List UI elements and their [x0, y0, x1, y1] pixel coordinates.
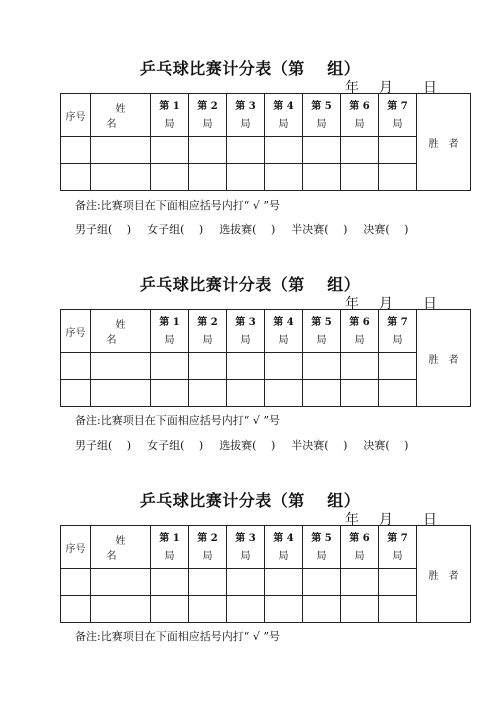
header-game-7: 第 7 局: [379, 310, 417, 353]
sheet-title: 乒乓球比赛计分表（第 组）: [139, 59, 361, 78]
cell-game[interactable]: [379, 569, 417, 596]
group-option-selection: 选拔赛( ): [219, 223, 276, 236]
group-option-selection: 选拔赛( ): [219, 439, 276, 452]
header-game-4: 第 4 局: [265, 94, 303, 137]
cell-game[interactable]: [379, 380, 417, 407]
header-game-5: 第 5 局: [303, 94, 341, 137]
cell-game[interactable]: [379, 137, 417, 164]
cell-game[interactable]: [265, 137, 303, 164]
cell-game[interactable]: [265, 353, 303, 380]
cell-game[interactable]: [189, 137, 227, 164]
header-name: 姓名: [91, 526, 151, 569]
table-row: [61, 596, 471, 623]
note-text: 备注:比赛项目在下面相应括号内打“ √ ”号: [75, 199, 280, 212]
table-row: [61, 164, 471, 191]
cell-game[interactable]: [341, 164, 379, 191]
cell-game[interactable]: [341, 596, 379, 623]
header-game-3: 第 3 局: [227, 526, 265, 569]
cell-game[interactable]: [341, 137, 379, 164]
score-table: [60, 93, 471, 191]
cell-game[interactable]: [151, 596, 189, 623]
group-option-men: 男子组( ): [75, 223, 132, 236]
group-option-women: 女子组( ): [147, 223, 204, 236]
date-month: 月: [379, 80, 393, 96]
header-game-6: 第 6 局: [341, 526, 379, 569]
cell-game[interactable]: [303, 569, 341, 596]
group-option-final: 决赛( ): [363, 223, 409, 236]
header-game-4: 第 4 局: [265, 526, 303, 569]
header-name: 姓名: [91, 94, 151, 137]
cell-name[interactable]: [91, 164, 151, 191]
group-option-men: 男子组( ): [75, 439, 132, 452]
date-day: 日: [423, 296, 437, 312]
header-game-1: 第 1 局: [151, 526, 189, 569]
cell-game[interactable]: [303, 596, 341, 623]
date-year: 年: [345, 512, 359, 528]
date-day: 日: [423, 80, 437, 96]
cell-game[interactable]: [189, 596, 227, 623]
cell-game[interactable]: [227, 596, 265, 623]
score-table: [60, 525, 471, 623]
header-game-2: 第 2 局: [189, 526, 227, 569]
date-day: 日: [423, 512, 437, 528]
header-seq: 序号: [61, 94, 91, 137]
cell-game[interactable]: [341, 380, 379, 407]
cell-game[interactable]: [341, 569, 379, 596]
cell-game[interactable]: [227, 569, 265, 596]
cell-seq[interactable]: [61, 353, 91, 380]
header-game-3: 第 3 局: [227, 94, 265, 137]
table-row: [61, 380, 471, 407]
cell-seq[interactable]: [61, 596, 91, 623]
header-game-7: 第 7 局: [379, 94, 417, 137]
cell-game[interactable]: [227, 137, 265, 164]
cell-game[interactable]: [189, 353, 227, 380]
header-winner: 胜者: [417, 310, 471, 407]
header-game-3: 第 3 局: [227, 310, 265, 353]
header-game-6: 第 6 局: [341, 310, 379, 353]
cell-game[interactable]: [189, 164, 227, 191]
cell-seq[interactable]: [61, 380, 91, 407]
cell-game[interactable]: [265, 380, 303, 407]
header-winner: 胜者: [417, 94, 471, 191]
date-month: 月: [379, 512, 393, 528]
cell-game[interactable]: [227, 164, 265, 191]
cell-game[interactable]: [303, 380, 341, 407]
cell-game[interactable]: [303, 353, 341, 380]
group-options: [75, 221, 424, 237]
header-game-5: 第 5 局: [303, 310, 341, 353]
cell-game[interactable]: [303, 164, 341, 191]
score-table: [60, 309, 471, 407]
header-game-1: 第 1 局: [151, 310, 189, 353]
header-game-5: 第 5 局: [303, 526, 341, 569]
cell-name[interactable]: [91, 137, 151, 164]
header-seq: 序号: [61, 526, 91, 569]
header-name: 姓名: [91, 310, 151, 353]
cell-name[interactable]: [91, 569, 151, 596]
cell-game[interactable]: [151, 569, 189, 596]
cell-game[interactable]: [341, 353, 379, 380]
header-game-6: 第 6 局: [341, 94, 379, 137]
header-game-7: 第 7 局: [379, 526, 417, 569]
note-text: 备注:比赛项目在下面相应括号内打“ √ ”号: [75, 414, 280, 427]
cell-game[interactable]: [265, 569, 303, 596]
date-year: 年: [345, 80, 359, 96]
note-text: 备注:比赛项目在下面相应括号内打“ √ ”号: [75, 630, 280, 643]
header-game-2: 第 2 局: [189, 94, 227, 137]
sheet-title: 乒乓球比赛计分表（第 组）: [139, 275, 361, 294]
cell-game[interactable]: [303, 137, 341, 164]
cell-game[interactable]: [151, 380, 189, 407]
cell-seq[interactable]: [61, 137, 91, 164]
date-year: 年: [345, 296, 359, 312]
cell-seq[interactable]: [61, 164, 91, 191]
cell-name[interactable]: [91, 353, 151, 380]
cell-game[interactable]: [189, 380, 227, 407]
header-game-1: 第 1 局: [151, 94, 189, 137]
cell-game[interactable]: [151, 164, 189, 191]
cell-game[interactable]: [379, 164, 417, 191]
cell-game[interactable]: [265, 596, 303, 623]
header-winner: 胜者: [417, 526, 471, 623]
date-month: 月: [379, 296, 393, 312]
cell-name[interactable]: [91, 380, 151, 407]
header-game-4: 第 4 局: [265, 310, 303, 353]
table-row: [61, 569, 471, 596]
cell-game[interactable]: [227, 380, 265, 407]
header-game-2: 第 2 局: [189, 310, 227, 353]
group-options: [75, 437, 424, 453]
group-option-semifinal: 半决赛( ): [291, 223, 348, 236]
cell-game[interactable]: [379, 353, 417, 380]
cell-game[interactable]: [227, 353, 265, 380]
cell-game[interactable]: [189, 569, 227, 596]
cell-game[interactable]: [265, 164, 303, 191]
table-row: [61, 353, 471, 380]
group-option-semifinal: 半决赛( ): [291, 439, 348, 452]
header-seq: 序号: [61, 310, 91, 353]
cell-name[interactable]: [91, 596, 151, 623]
cell-seq[interactable]: [61, 569, 91, 596]
table-row: [61, 137, 471, 164]
group-option-women: 女子组( ): [147, 439, 204, 452]
cell-game[interactable]: [151, 137, 189, 164]
group-option-final: 决赛( ): [363, 439, 409, 452]
sheet-title: 乒乓球比赛计分表（第 组）: [139, 491, 361, 510]
cell-game[interactable]: [151, 353, 189, 380]
cell-game[interactable]: [379, 596, 417, 623]
